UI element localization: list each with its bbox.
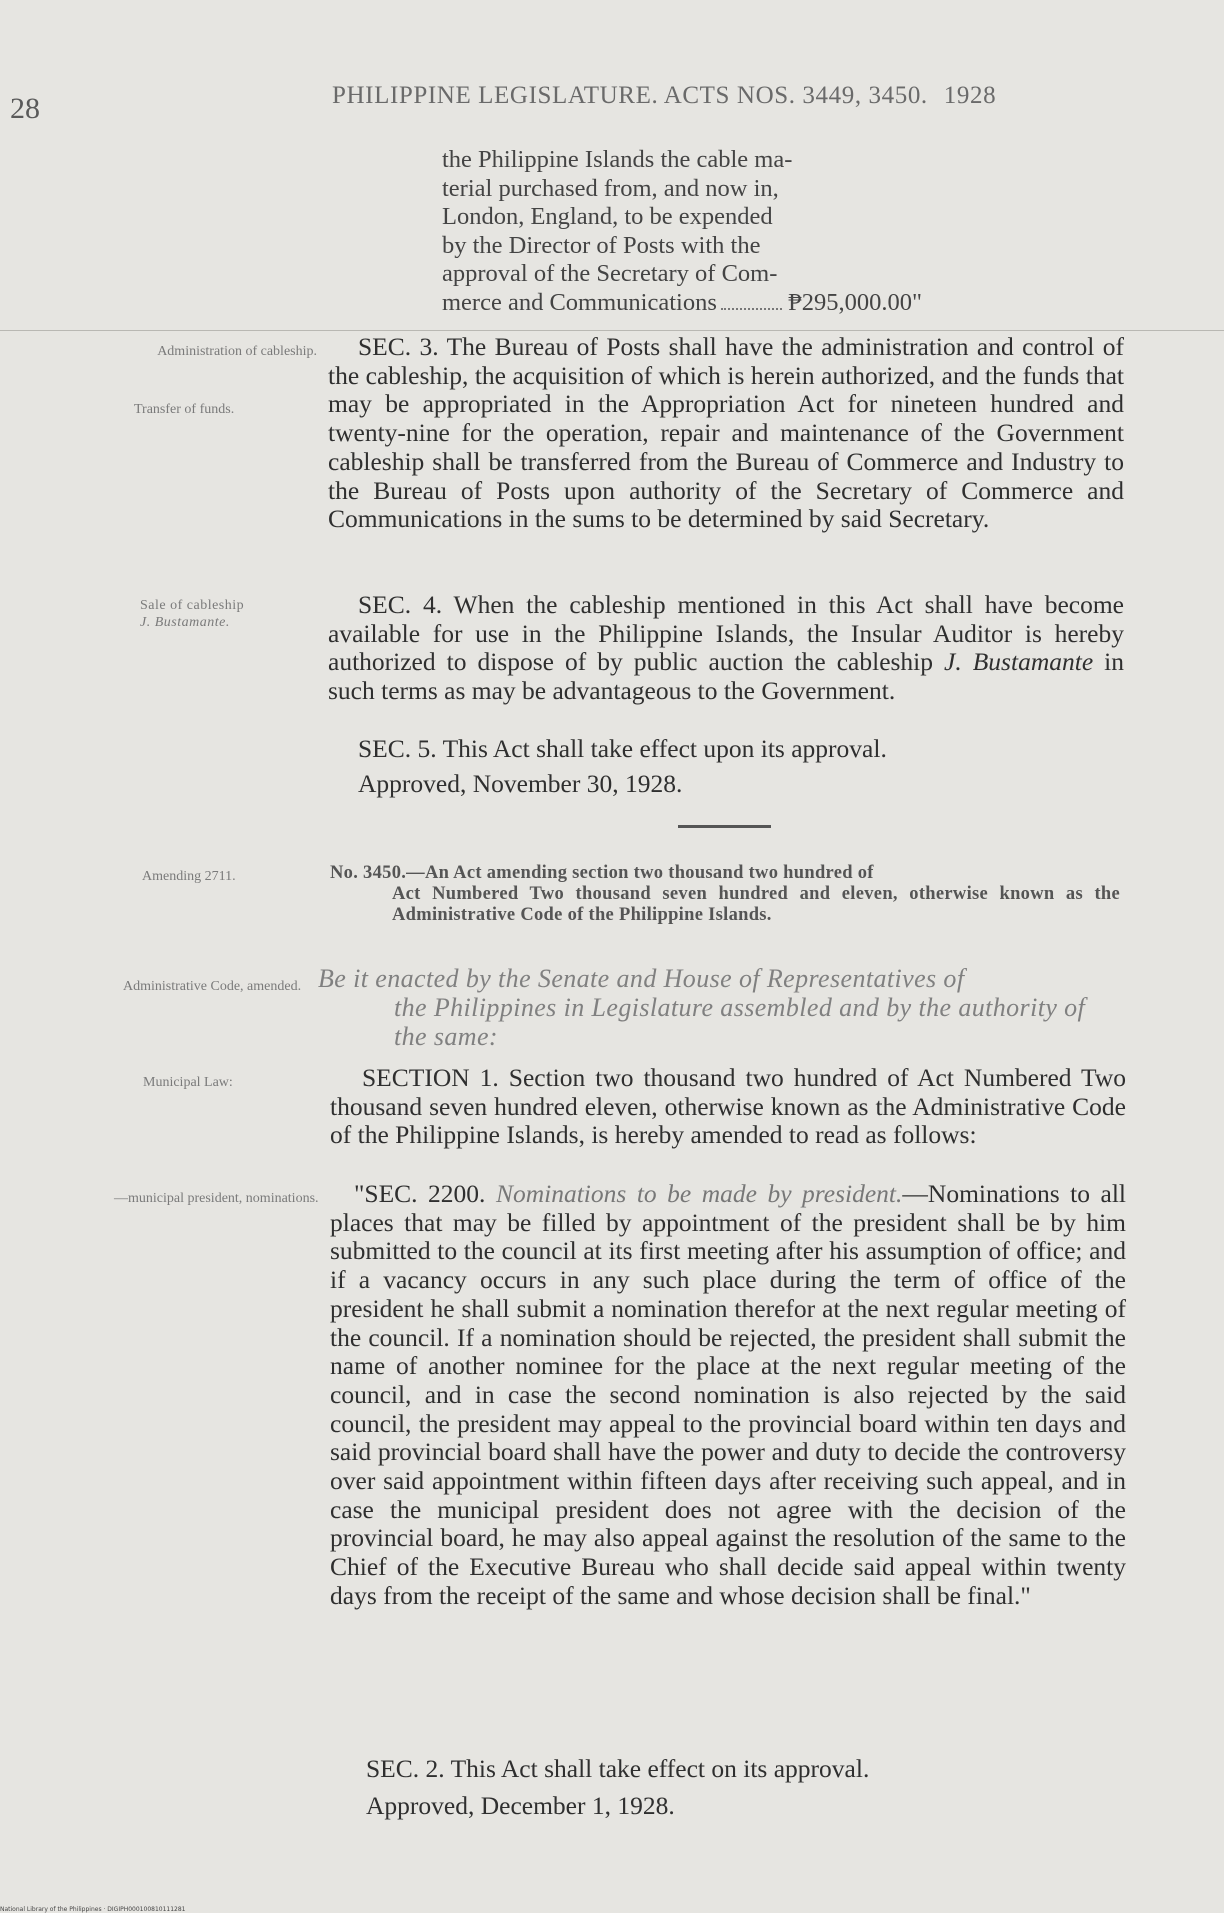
- section-4: [328, 591, 1124, 706]
- continuation-line: terial purchased from, and now in,: [442, 174, 779, 202]
- running-head: [332, 82, 996, 110]
- section-label: SECTION 1.: [362, 1063, 499, 1092]
- continuation-last-line: merce and Communications: [442, 288, 717, 316]
- act-3450-title: [330, 863, 1120, 926]
- section-2200: [330, 1180, 1126, 1611]
- margin-note-sale-line: Sale of cableship: [140, 598, 245, 613]
- section-3: [328, 333, 1124, 534]
- approval-date-1: Approved, November 30, 1928.: [358, 769, 683, 798]
- section-1: [330, 1064, 1126, 1150]
- section-text: —Nominations to all places that may be filled by appointment of the president shall be by him submitted to the council at its first meeting after his assumption of office; and if a vacancy occurs in any such place during the term of office of the president he shall submit a nomination therefor at the next regular meeting of the council. If a nomination should be rejected, the president shall submit the name of another nominee for the place at the next regular meeting of the council, and in case the second nomination is also rejected by the said council, the president may appeal to the provincial board within ten days and said provincial board shall have the power and duty to decide the controversy over said appointment within fifteen days after receiving such appeal, and in case the municipal president does not agree with the decision of the provincial board, he may also appeal against the resolution of the same to the Chief of the Executive Bureau who shall decide said appeal within twenty days from the receipt of the same and whose decision shall be final.": [330, 1179, 1126, 1610]
- continuation-line: London, England, to be expended: [442, 203, 773, 231]
- margin-note-municipal-president: —municipal president, nominations.: [114, 1191, 319, 1206]
- section-text: When the cableship mentioned in this Act shall have become available for use in the Philippine Islands, the Insular Auditor is hereby authorized to dispose of by public auction the cableship: [328, 590, 1124, 677]
- appropriation-continuation: [442, 146, 922, 318]
- enacting-clause-rest: the Philippines in Legislature assembled and by the authority of the same:: [394, 993, 1086, 1051]
- section-label: SEC. 3.: [358, 332, 439, 361]
- margin-note-sale-of-cableship: [140, 597, 345, 631]
- leader-dots: [721, 307, 782, 310]
- enacting-clause: [318, 964, 1123, 1051]
- running-head-title: PHILIPPINE LEGISLATURE. ACTS NOS. 3449, 3450.: [332, 82, 928, 109]
- continuation-line: approval of the Secretary of Com-: [442, 260, 778, 288]
- act-title-first-line: An Act amending section two thousand two hundred of: [425, 863, 874, 883]
- section-text: Section two thousand two hundred of Act Numbered Two thousand seven hundred eleven, otherwise known as the Administrative Code of the Philippine Islands, is hereby amended to read as follows:: [330, 1063, 1127, 1150]
- section-text: This Act shall take effect on its approval.: [450, 1754, 870, 1783]
- running-head-year: 1928: [943, 82, 997, 109]
- section-divider: [678, 825, 771, 828]
- section-text: This Act shall take effect upon its approval.: [442, 734, 887, 763]
- section-label: "SEC. 2200.: [354, 1179, 486, 1208]
- act-number: No. 3450.—: [330, 863, 425, 883]
- margin-note-ship-name: J. Bustamante.: [140, 615, 230, 630]
- continuation-line: by the Director of Posts with the: [442, 231, 761, 259]
- section-label: SEC. 5.: [358, 734, 437, 763]
- amount-line: [442, 289, 922, 318]
- appropriation-amount: ₱295,000.00": [788, 288, 922, 316]
- section-heading: Nominations to be made by president.: [495, 1179, 903, 1208]
- scan-footer: National Library of the Philippines · DIGIPH000100810111281: [0, 1906, 186, 1913]
- enacting-clause-first: Be it enacted by the Senate and House of Representatives of: [318, 964, 965, 993]
- section-2: [330, 1755, 1126, 1784]
- margin-note-municipal-law: Municipal Law:: [143, 1075, 233, 1090]
- section-label: SEC. 4.: [358, 590, 443, 619]
- margin-note-amending: Amending 2711.: [142, 869, 236, 884]
- continuation-line: the Philippine Islands the cable ma-: [442, 146, 793, 173]
- ship-name: J. Bustamante: [944, 647, 1094, 677]
- margin-note-administration: Administration of cableship.: [157, 344, 317, 359]
- section-text: The Bureau of Posts shall have the administration and control of the cableship, the acquisition of which is herein authorized, and the funds that may be appropriated in the Appropriation Act for nineteen hundred and twenty-nine for the operation, repair and maintenance of the Government cableship shall be transferred from the Bureau of Commerce and Industry to the Bureau of Posts upon authority of the Secretary of Commerce and Communications in the sums to be determined by said Secretary.: [328, 332, 1124, 534]
- section-5: [328, 735, 1124, 764]
- section-text: in such terms as may be advantageous to the Government.: [328, 647, 1124, 706]
- margin-note-transfer-of-funds: Transfer of funds.: [134, 402, 235, 417]
- section-label: SEC. 2.: [366, 1754, 445, 1783]
- approval-date-2: Approved, December 1, 1928.: [366, 1791, 675, 1820]
- page-number: 28: [10, 92, 40, 125]
- act-title-rest: Act Numbered Two thousand seven hundred and eleven, otherwise known as the Administrative Code of the Philippine Islands.: [392, 884, 1120, 925]
- margin-note-administrative-code: Administrative Code, amended.: [123, 979, 302, 994]
- page-fold-line: [0, 330, 1224, 331]
